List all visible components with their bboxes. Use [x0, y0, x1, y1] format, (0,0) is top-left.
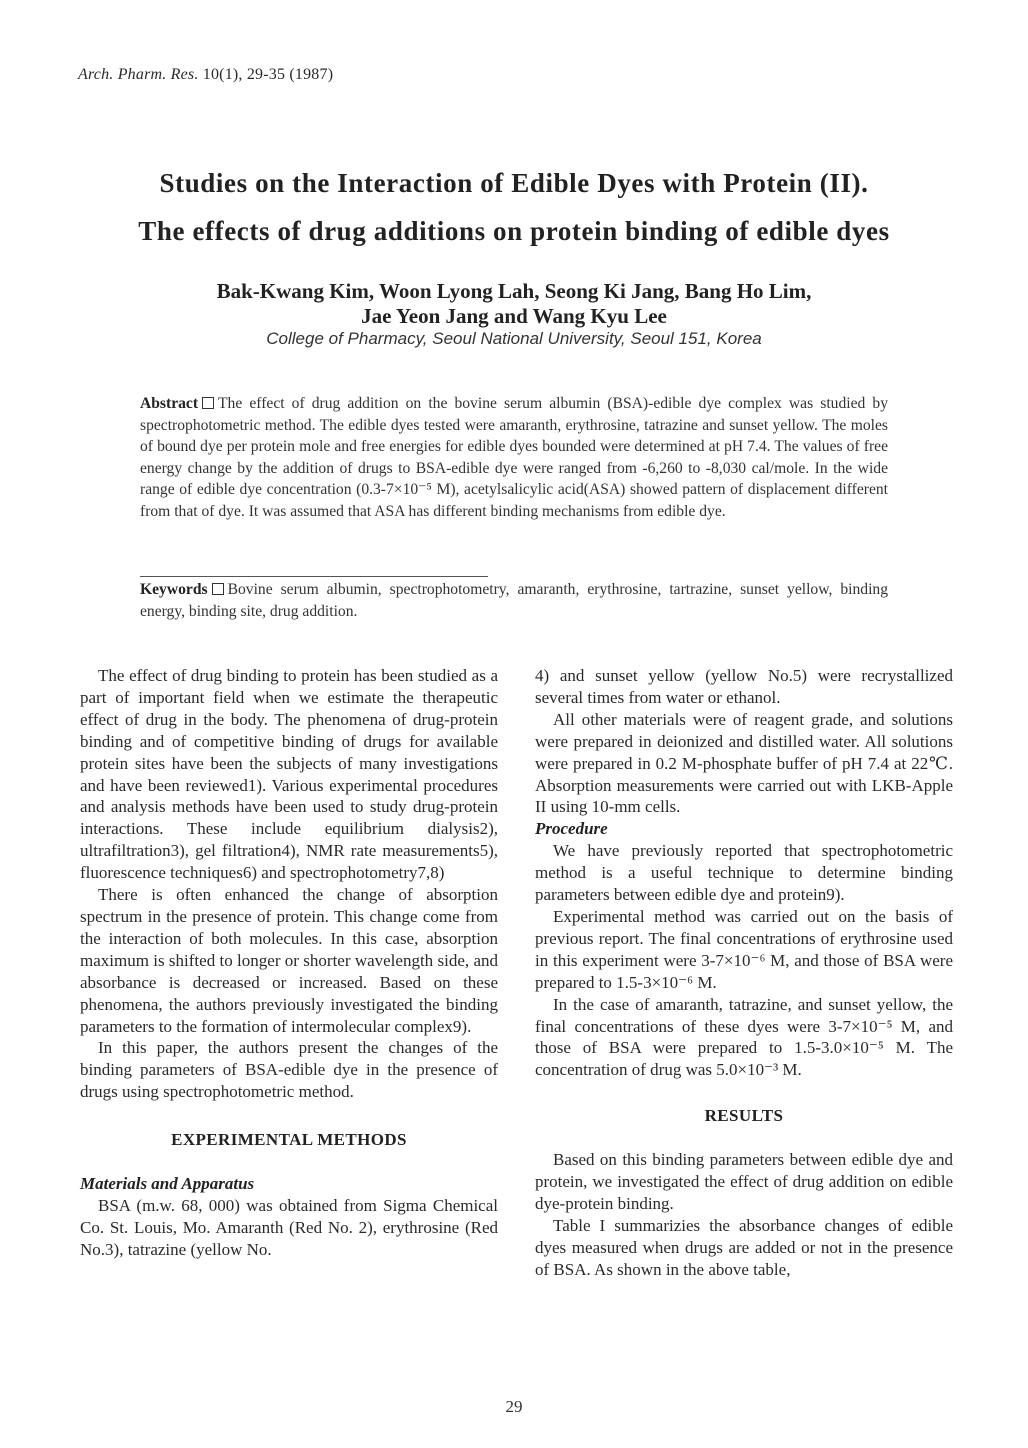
results-paragraph-2: Table I summarizies the absorbance changes of edible dyes measured when drugs are added or not in the presence of BSA. As shown in the above table,	[535, 1215, 953, 1279]
section-heading-methods: EXPERIMENTAL METHODS	[171, 1130, 407, 1150]
square-bullet-icon	[202, 397, 214, 409]
materials-continued: 4) and sunset yellow (yellow No.5) were recrystallized several times from water or ethanol.	[535, 666, 953, 707]
keywords-label: Keywords	[140, 581, 208, 598]
materials-paragraph: BSA (m.w. 68, 000) was obtained from Sigma Chemical Co. St. Louis, Mo. Amaranth (Red No. 2), erythrosine (Red No.3), tatrazine (yellow No.	[80, 1195, 498, 1259]
page-number: 29	[505, 1397, 523, 1416]
square-bullet-icon	[212, 583, 224, 595]
subsection-heading-materials: Materials and Apparatus	[80, 1174, 255, 1194]
section-heading-results: RESULTS	[704, 1106, 784, 1126]
journal-volume-pages: 10(1), 29-35 (1987)	[202, 66, 334, 83]
author-line-1: Bak-Kwang Kim, Woon Lyong Lah, Seong Ki Jang, Bang Ho Lim,	[216, 279, 812, 303]
keywords	[140, 579, 888, 622]
abstract-text: The effect of drug addition on the bovine serum albumin (BSA)-edible dye complex was studied by spectrophotometric method. The edible dyes tested were amaranth, erythrosine, tatrazine and sunset yellow. The moles of bound dye per protein mole and free energies for edible dyes bounded were determined at pH 7.4. The values of free energy change by the addition of drugs to BSA-edible dye were ranged from -6,260 to -8,030 cal/mole. In the wide range of edible dye concentration (0.3-7×10⁻⁵ M), acetylsalicylic acid(ASA) showed pattern of displacement different from that of dye. It was assumed that ASA has different binding mechanisms from edible dye.	[140, 395, 888, 520]
journal-citation	[78, 66, 333, 84]
intro-paragraph-2: There is often enhanced the change of absorption spectrum in the presence of protein. This change come from the interaction of both molecules. In this case, absorption maximum is shifted to longer or shorter wavelength side, and absorbance is decreased or increased. Based on these phenomena, the authors previously investigated the binding parameters to the formation of intermolecular complex9).	[80, 885, 498, 1036]
procedure-paragraph-3: In the case of amaranth, tatrazine, and sunset yellow, the final concentrations of these dyes were 3-7×10⁻⁵ M, and those of BSA were prepared to 1.5-3.0×10⁻⁵ M. The concentration of drug was 5.0×10⁻³ M.	[535, 994, 953, 1080]
intro-paragraph-3: In this paper, the authors present the changes of the binding parameters of BSA-edible dye in the presence of drugs using spectrophotometric method.	[80, 1038, 498, 1102]
abstract-label: Abstract	[140, 395, 199, 412]
affiliation: College of Pharmacy, Seoul National University, Seoul 151, Korea	[266, 329, 762, 348]
subsection-heading-procedure: Procedure	[535, 819, 608, 839]
keywords-divider	[140, 576, 488, 577]
keywords-text: Bovine serum albumin, spectrophotometry, amaranth, erythrosine, tartrazine, sunset yellow, binding energy, binding site, drug addition.	[140, 581, 888, 620]
journal-name: Arch. Pharm. Res.	[78, 66, 199, 83]
right-column	[535, 665, 953, 1281]
title-line-2: The effects of drug additions on protein binding of edible dyes	[138, 216, 890, 246]
procedure-paragraph-2: Experimental method was carried out on the basis of previous report. The final concentrations of erythrosine used in this experiment were 3-7×10⁻⁶ M, and those of BSA were prepared to 1.5-3×10⁻⁶ M.	[535, 906, 953, 992]
intro-paragraph-1: The effect of drug binding to protein has been studied as a part of important field when we estimate the therapeutic effect of drug in the body. The phenomena of drug-protein binding and of competitive binding of drugs for available protein sites have been the subjects of many investigations and have been reviewed1). Various experimental procedures and analysis methods have been used to study drug-protein interactions. These include equilibrium dialysis2), ultrafiltration3), gel filtration4), NMR rate measurements5), fluorescence techniques6) and spectrophotometry7,8)	[80, 666, 498, 883]
reagents-paragraph: All other materials were of reagent grade, and solutions were prepared in deionized and distilled water. All solutions were prepared in 0.2 M-phosphate buffer of pH 7.4 at 22℃. Absorption measurements were carried out with LKB-Apple II using 10-mm cells.	[535, 709, 953, 817]
left-column	[80, 665, 498, 1261]
author-line-2: Jae Yeon Jang and Wang Kyu Lee	[361, 304, 667, 328]
results-paragraph-1: Based on this binding parameters between edible dye and protein, we investigated the effect of drug addition on edible dye-protein binding.	[535, 1150, 953, 1213]
abstract	[140, 393, 888, 522]
procedure-paragraph-1: We have previously reported that spectrophotometric method is a useful technique to determine binding parameters between edible dye and protein9).	[535, 841, 953, 905]
author-list	[0, 279, 1028, 329]
title-line-1: Studies on the Interaction of Edible Dyes with Protein (II).	[159, 168, 869, 198]
